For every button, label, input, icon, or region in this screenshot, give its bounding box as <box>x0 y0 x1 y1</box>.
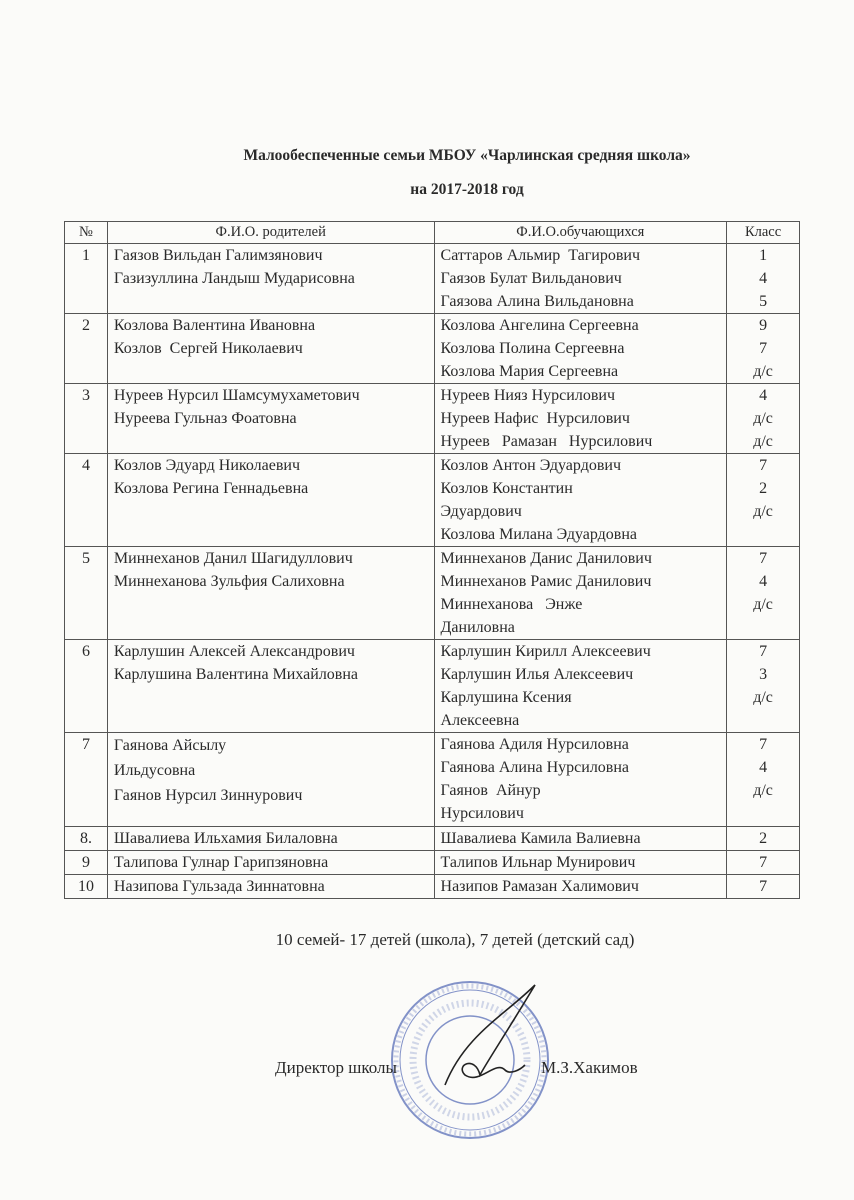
children-cell <box>434 244 727 314</box>
children-cell-line: Шавалиева Камила Валиевна <box>440 830 641 847</box>
table-row <box>65 827 800 851</box>
parents-cell-line: Шавалиева Ильхамия Билаловна <box>113 830 338 847</box>
class-cell-line: 5 <box>759 293 768 310</box>
table-row <box>65 640 800 733</box>
parents-cell-line: Козлов Сергей Николаевич <box>113 340 303 357</box>
document-title: Малообеспеченные семьи МБОУ «Чарлинская средняя школа» <box>243 147 691 164</box>
class-cell-line: д/с <box>753 503 773 520</box>
parents-cell-line: Карлушин Алексей Александрович <box>113 643 355 660</box>
header-class: Класс <box>727 222 800 244</box>
parents-cell-line: Нуреев Нурсил Шамсумухаметович <box>113 387 360 404</box>
children-cell <box>434 547 727 640</box>
children-cell-line: Гаянова Адиля Нурсиловна <box>440 736 629 753</box>
class-cell <box>727 827 800 851</box>
parents-cell-line: Миннеханов Данил Шагидуллович <box>113 550 353 567</box>
children-cell <box>434 384 727 454</box>
children-cell-line: Гаянова Алина Нурсиловна <box>440 759 630 776</box>
children-cell <box>434 875 727 899</box>
children-cell-line: Гаязов Булат Вильданович <box>440 270 622 287</box>
class-cell <box>727 547 800 640</box>
class-cell <box>727 314 800 384</box>
table-row <box>65 314 800 384</box>
parents-cell-line: Ильдусовна <box>113 762 196 779</box>
children-cell <box>434 733 727 827</box>
children-cell-line: Миннеханова Энже <box>440 596 583 613</box>
children-cell-line: Назипов Рамазан Халимович <box>440 878 639 895</box>
row-number: 3 <box>65 384 108 454</box>
table-body <box>65 244 800 899</box>
row-number: 6 <box>65 640 108 733</box>
class-cell <box>727 851 800 875</box>
class-cell-line: д/с <box>753 782 773 799</box>
header-children: Ф.И.О.обучающихся <box>434 222 727 244</box>
parents-cell-line: Гаязов Вильдан Галимзянович <box>113 247 323 264</box>
class-cell <box>727 640 800 733</box>
row-number: 2 <box>65 314 108 384</box>
parents-cell-line: Гаянова Айсылу <box>113 737 227 754</box>
children-cell-line: Миннеханов Рамис Данилович <box>440 573 652 590</box>
parents-cell <box>107 875 434 899</box>
table-row <box>65 851 800 875</box>
row-number: 5 <box>65 547 108 640</box>
row-number: 10 <box>65 875 108 899</box>
parents-cell-line: Газизуллина Ландыш Мударисовна <box>113 270 355 287</box>
class-cell <box>727 733 800 827</box>
class-cell <box>727 244 800 314</box>
children-cell-line: Козлова Ангелина Сергеевна <box>440 317 639 334</box>
table-row <box>65 384 800 454</box>
children-cell-line: Миннеханов Данис Данилович <box>440 550 652 567</box>
class-cell <box>727 875 800 899</box>
children-cell <box>434 851 727 875</box>
class-cell-line: д/с <box>753 596 773 613</box>
table-row <box>65 875 800 899</box>
children-cell-line: Нуреев Рамазан Нурсилович <box>440 433 653 450</box>
class-cell-line: д/с <box>753 433 773 450</box>
children-cell-line: Козлов Константин <box>440 480 573 497</box>
class-cell-line: 2 <box>759 480 768 497</box>
class-cell-line: д/с <box>753 689 773 706</box>
summary-text: 10 семей- 17 детей (школа), 7 детей (детский сад) <box>275 930 635 949</box>
row-number: 9 <box>65 851 108 875</box>
class-cell-line: 9 <box>759 317 768 334</box>
row-number: 8. <box>65 827 108 851</box>
class-cell-line: д/с <box>753 363 773 380</box>
class-cell-line: 7 <box>759 643 768 660</box>
row-number: 7 <box>65 733 108 827</box>
parents-cell <box>107 851 434 875</box>
children-cell-line: Козлов Антон Эдуардович <box>440 457 621 474</box>
children-cell-line: Козлова Милана Эдуардовна <box>440 526 638 543</box>
parents-cell-line: Козлов Эдуард Николаевич <box>113 457 300 474</box>
children-cell-line: Эдуардович <box>440 503 522 520</box>
row-number: 1 <box>65 244 108 314</box>
school-stamp-icon <box>385 975 555 1145</box>
class-cell-line: 1 <box>759 247 768 264</box>
parents-cell <box>107 384 434 454</box>
children-cell-line: Гаянов Айнур <box>440 782 541 799</box>
parents-cell-line: Козлова Валентина Ивановна <box>113 317 316 334</box>
class-cell-line: 4 <box>759 387 768 404</box>
table-row <box>65 733 800 827</box>
parents-cell <box>107 733 434 827</box>
children-cell-line: Даниловна <box>440 619 515 636</box>
children-cell-line: Карлушин Кирилл Алексеевич <box>440 643 651 660</box>
director-title: Директор школы <box>275 1058 397 1077</box>
document-subtitle: на 2017-2018 год <box>410 181 524 198</box>
parents-cell-line: Козлова Регина Геннадьевна <box>113 480 309 497</box>
children-cell-line: Гаязова Алина Вильдановна <box>440 293 634 310</box>
parents-cell <box>107 640 434 733</box>
class-cell-line: 4 <box>759 573 768 590</box>
class-cell-line: 7 <box>759 340 768 357</box>
class-cell <box>727 384 800 454</box>
table-row <box>65 244 800 314</box>
class-cell <box>727 454 800 547</box>
children-cell-line: Карлушин Илья Алексеевич <box>440 666 634 683</box>
class-cell-line: 7 <box>759 878 768 895</box>
class-cell-line: 2 <box>759 830 768 847</box>
children-cell <box>434 827 727 851</box>
class-cell-line: 7 <box>759 854 768 871</box>
parents-cell-line: Гаянов Нурсил Зиннурович <box>113 787 303 804</box>
children-cell-line: Талипов Ильнар Мунирович <box>440 854 636 871</box>
header-number: № <box>65 222 108 244</box>
header-parents: Ф.И.О. родителей <box>107 222 434 244</box>
class-cell-line: 4 <box>759 270 768 287</box>
children-cell-line: Саттаров Альмир Тагирович <box>440 247 640 264</box>
children-cell-line: Козлова Мария Сергеевна <box>440 363 619 380</box>
parents-cell <box>107 827 434 851</box>
row-number: 4 <box>65 454 108 547</box>
parents-cell-line: Нуреева Гульназ Фоатовна <box>113 410 297 427</box>
children-cell-line: Нуреев Нияз Нурсилович <box>440 387 615 404</box>
children-cell-line: Нурсилович <box>440 805 524 822</box>
parents-cell <box>107 547 434 640</box>
children-cell <box>434 454 727 547</box>
parents-cell <box>107 454 434 547</box>
parents-cell-line: Назипова Гульзада Зиннатовна <box>113 878 325 895</box>
children-cell-line: Алексеевна <box>440 712 520 729</box>
children-cell-line: Нуреев Нафис Нурсилович <box>440 410 630 427</box>
director-name: М.З.Хакимов <box>541 1058 638 1077</box>
class-cell-line: 7 <box>759 550 768 567</box>
children-cell-line: Козлова Полина Сергеевна <box>440 340 625 357</box>
children-cell <box>434 314 727 384</box>
families-table <box>64 221 800 899</box>
children-cell-line: Карлушина Ксения <box>440 689 572 706</box>
parents-cell-line: Карлушина Валентина Михайловна <box>113 666 359 683</box>
parents-cell <box>107 244 434 314</box>
children-cell <box>434 640 727 733</box>
table-row <box>65 547 800 640</box>
parents-cell <box>107 314 434 384</box>
class-cell-line: 7 <box>759 457 768 474</box>
table-row <box>65 454 800 547</box>
class-cell-line: 3 <box>759 666 768 683</box>
class-cell-line: 4 <box>759 759 768 776</box>
table-header-row <box>65 222 800 244</box>
parents-cell-line: Миннеханова Зульфия Салиховна <box>113 573 345 590</box>
class-cell-line: 7 <box>759 736 768 753</box>
parents-cell-line: Талипова Гулнар Гарипзяновна <box>113 854 329 871</box>
class-cell-line: д/с <box>753 410 773 427</box>
